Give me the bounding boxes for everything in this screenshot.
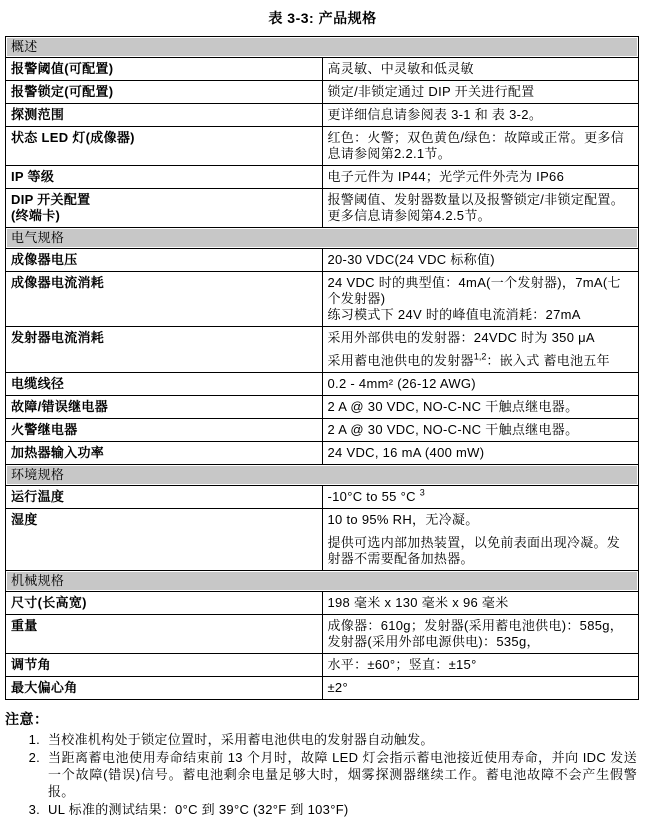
- spec-label: 调节角: [6, 654, 323, 677]
- footnote-marker: 3: [419, 487, 425, 498]
- section-header: 环境规格: [6, 465, 639, 486]
- spec-value: 红色：火警；双色黄色/绿色：故障或正常。更多信息请参阅第2.2.1节。: [322, 127, 639, 166]
- spec-value: 10 to 95% RH，无冷凝。 提供可选内部加热装置，以免前表面出现冷凝。发射器不需要配备加热器。: [322, 509, 639, 571]
- spec-label: 故障/错误继电器: [6, 396, 323, 419]
- spec-value: 更详细信息请参阅表 3-1 和 表 3-2。: [322, 104, 639, 127]
- spec-row: [6, 486, 639, 509]
- spec-row: [6, 327, 639, 373]
- spec-value: 20-30 VDC(24 VDC 标称值): [322, 249, 639, 272]
- footnote-marker: 1,2: [473, 351, 487, 362]
- section-header: 概述: [6, 37, 639, 58]
- spec-label: 最大偏心角: [6, 677, 323, 700]
- spec-row: [6, 81, 639, 104]
- spec-label: 报警锁定(可配置): [6, 81, 323, 104]
- spec-value: 2 A @ 30 VDC, NO-C-NC 干触点继电器。: [322, 396, 639, 419]
- spec-label: 成像器电流消耗: [6, 272, 323, 327]
- spec-row: [6, 442, 639, 465]
- spec-label: 状态 LED 灯(成像器): [6, 127, 323, 166]
- spec-value: 高灵敏、中灵敏和低灵敏: [322, 58, 639, 81]
- spec-row: [6, 373, 639, 396]
- spec-value: 采用外部供电的发射器：24VDC 时为 350 μA 采用蓄电池供电的发射器$^{1,2}$：嵌入式 蓄电池五年: [322, 327, 639, 373]
- table-title: 表 3-3: 产品规格: [268, 10, 377, 26]
- spec-table: [5, 36, 639, 700]
- spec-row: [6, 127, 639, 166]
- spec-row: [6, 189, 639, 228]
- section-header-row: [6, 228, 639, 249]
- section-header: 电气规格: [6, 228, 639, 249]
- spec-label: 运行温度: [6, 486, 323, 509]
- notes-list: [4, 731, 641, 818]
- note-item: 1. 当校准机构处于锁定位置时，采用蓄电池供电的发射器自动触发。: [44, 731, 637, 748]
- spec-row: [6, 396, 639, 419]
- spec-value: 24 VDC 时的典型值：4mA(一个发射器)，7mA(七个发射器) 练习模式下 24V 时的峰值电流消耗：27mA: [322, 272, 639, 327]
- spec-label: 报警阈值(可配置): [6, 58, 323, 81]
- note-item: 3. UL 标准的测试结果：0°C 到 39°C (32°F 到 103°F): [44, 801, 637, 818]
- spec-label: 发射器电流消耗: [6, 327, 323, 373]
- spec-row: [6, 249, 639, 272]
- spec-label: 加热器输入功率: [6, 442, 323, 465]
- spec-row: [6, 166, 639, 189]
- spec-row: [6, 592, 639, 615]
- section-header-row: [6, 465, 639, 486]
- spec-row: [6, 615, 639, 654]
- spec-value: 24 VDC, 16 mA (400 mW): [322, 442, 639, 465]
- spec-row: [6, 104, 639, 127]
- spec-label: IP 等级: [6, 166, 323, 189]
- spec-label: 湿度: [6, 509, 323, 571]
- spec-label: 尺寸(长高宽): [6, 592, 323, 615]
- spec-row: [6, 677, 639, 700]
- spec-label: DIP 开关配置 (终端卡): [6, 189, 323, 228]
- spec-table-body: [6, 37, 639, 700]
- section-header-row: [6, 571, 639, 592]
- spec-row: [6, 509, 639, 571]
- spec-value: 电子元件为 IP44；光学元件外壳为 IP66: [322, 166, 639, 189]
- section-header-row: [6, 37, 639, 58]
- spec-row: [6, 272, 639, 327]
- spec-row: [6, 58, 639, 81]
- spec-value: 0.2 - 4mm² (26-12 AWG): [322, 373, 639, 396]
- spec-row: [6, 419, 639, 442]
- section-header: 机械规格: [6, 571, 639, 592]
- spec-value: 锁定/非锁定通过 DIP 开关进行配置: [322, 81, 639, 104]
- spec-value: -10°C to 55 °C $^3$: [322, 486, 639, 509]
- spec-label: 电缆线径: [6, 373, 323, 396]
- spec-label: 重量: [6, 615, 323, 654]
- spec-value: 成像器：610g；发射器(采用蓄电池供电)：585g， 发射器(采用外部电源供电)：535g，: [322, 615, 639, 654]
- spec-label: 探测范围: [6, 104, 323, 127]
- spec-value: 水平：±60°；竖直：±15°: [322, 654, 639, 677]
- spec-value: ±2°: [322, 677, 639, 700]
- notes-heading: 注意：: [5, 711, 49, 727]
- spec-value: 报警阈值、发射器数量以及报警锁定/非锁定配置。更多信息请参阅第4.2.5节。: [322, 189, 639, 228]
- spec-value: 198 毫米 x 130 毫米 x 96 毫米: [322, 592, 639, 615]
- spec-label: 火警继电器: [6, 419, 323, 442]
- spec-value: 2 A @ 30 VDC, NO-C-NC 干触点继电器。: [322, 419, 639, 442]
- spec-label: 成像器电压: [6, 249, 323, 272]
- note-item: 2. 当距离蓄电池使用寿命结束前 13 个月时，故障 LED 灯会指示蓄电池接近使用寿命，并向 IDC 发送一个故障(错误)信号。蓄电池剩余电量足够大时，烟雾探测器继续工作。蓄电池故障不会产生假警报。: [44, 749, 637, 800]
- spec-row: [6, 654, 639, 677]
